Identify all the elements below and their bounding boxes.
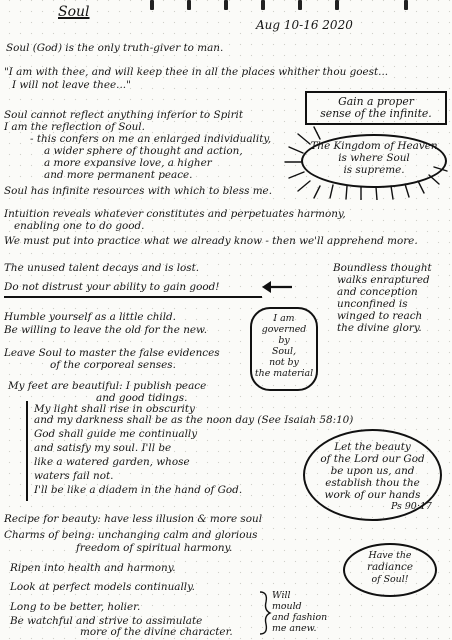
note-line: Humble yourself as a little child. <box>4 311 176 323</box>
note-line: and more permanent peace. <box>44 169 193 181</box>
binder-ring <box>404 0 408 10</box>
note-line: freedom of spiritual harmony. <box>76 542 233 554</box>
binder-ring <box>261 0 265 10</box>
box-text: by <box>278 335 290 346</box>
quote-line: God shall guide me continually <box>34 428 198 440</box>
side-note-line: and fashion <box>272 612 328 623</box>
bracket-icon <box>258 590 272 636</box>
side-note-line: unconfined is <box>337 298 408 310</box>
note-line: Be watchful and strive to assimulate <box>10 615 203 627</box>
note-line: I am the reflection of Soul. <box>4 121 145 133</box>
beauty-oval <box>303 429 442 521</box>
note-line: a wider sphere of thought and action, <box>44 145 243 157</box>
quote-line: waters fail not. <box>34 470 114 482</box>
box-text: I am <box>273 313 295 324</box>
note-line: Intuition reveals whatever constitutes and perpetuates harmony, <box>4 208 346 220</box>
side-note-line: walks enraptured <box>337 274 430 286</box>
box-text: Gain a proper <box>338 95 414 108</box>
note-line: "I am with thee, and will keep thee in all the places whither thou goest... <box>4 66 389 78</box>
note-line: We must put into practice what we already know - then we'll apprehend more. <box>4 235 418 247</box>
note-line: Long to be better, holier. <box>10 601 141 613</box>
page-date: Aug 10-16 2020 <box>256 18 353 32</box>
key-statement: Do not distrust your ability to gain good! <box>4 281 220 293</box>
note-line: Soul cannot reflect anything inferior to Spirit <box>4 109 244 121</box>
side-note-line: the divine glory. <box>337 322 422 334</box>
note-line: Charms of being: unchanging calm and glorious <box>4 529 258 541</box>
oval-text: is where Soul <box>338 152 410 164</box>
quote-line: like a watered garden, whose <box>34 456 190 468</box>
side-note-line: me anew. <box>272 623 317 634</box>
side-note-line: and conception <box>337 286 418 298</box>
oval-text: of the Lord our God <box>320 453 425 465</box>
note-line: enabling one to do good. <box>14 220 145 232</box>
binder-ring <box>298 0 302 10</box>
side-note-line: mould <box>272 601 302 612</box>
box-text: sense of the infinite. <box>320 107 432 120</box>
box-text: Soul, <box>271 346 297 357</box>
oval-text: is supreme. <box>343 164 405 176</box>
underline-rule <box>4 296 262 298</box>
oval-text: radiance <box>367 561 413 573</box>
oval-reference: Ps 90:17 <box>391 501 432 512</box>
box-text: governed <box>261 324 307 335</box>
oval-text: establish thou the <box>325 477 420 489</box>
radiance-oval <box>343 543 437 597</box>
binder-ring <box>150 0 154 10</box>
box-text: not by <box>269 357 299 368</box>
note-line: Be willing to leave the old for the new. <box>4 324 207 336</box>
binder-ring <box>224 0 228 10</box>
note-line: a more expansive love, a higher <box>44 157 212 169</box>
oval-text: be upon us, and <box>330 465 415 477</box>
note-line: more of the divine character. <box>80 626 233 638</box>
box-text: the material <box>254 368 314 379</box>
oval-text: The Kingdom of Heaven <box>310 140 438 152</box>
binder-ring <box>335 0 339 10</box>
note-line: of the corporeal senses. <box>50 359 176 371</box>
quote-line: and my darkness shall be as the noon day (See Isaiah 58:10) <box>34 414 354 426</box>
arrow-left-icon <box>262 280 294 294</box>
binder-ring <box>187 0 191 10</box>
side-note-line: Boundless thought <box>333 262 432 274</box>
quote-bar <box>26 401 28 501</box>
page-title: Soul <box>58 4 90 20</box>
note-line: Soul (God) is the only truth-giver to man. <box>6 42 224 54</box>
note-line: Soul has infinite resources with which to bless me. <box>4 185 273 197</box>
note-line: The unused talent decays and is lost. <box>4 262 200 274</box>
quote-line: I'll be like a diadem in the hand of God. <box>34 484 243 496</box>
oval-text: work of our hands <box>324 489 421 501</box>
governed-box <box>250 307 318 391</box>
note-line: I will not leave thee..." <box>12 79 131 91</box>
note-line: - this confers on me an enlarged individuality, <box>30 133 272 145</box>
side-note-line: winged to reach <box>337 310 423 322</box>
note-line: Ripen into health and harmony. <box>10 562 176 574</box>
note-line: and good tidings. <box>96 392 188 404</box>
note-line: Recipe for beauty: have less illusion & more soul <box>4 513 263 525</box>
oval-text: Have the <box>368 550 412 561</box>
quote-line: My light shall rise in obscurity <box>34 403 195 415</box>
note-line: My feet are beautiful: I publish peace <box>8 380 207 392</box>
oval-text: of Soul! <box>371 574 409 585</box>
oval-text: Let the beauty <box>334 441 411 453</box>
note-line: Leave Soul to master the false evidences <box>4 347 220 359</box>
side-note-line: Will <box>272 590 291 601</box>
kingdom-oval <box>301 134 447 188</box>
gain-sense-box <box>305 91 447 125</box>
note-line: Look at perfect models continually. <box>10 581 195 593</box>
quote-line: and satisfy my soul. I'll be <box>34 442 172 454</box>
